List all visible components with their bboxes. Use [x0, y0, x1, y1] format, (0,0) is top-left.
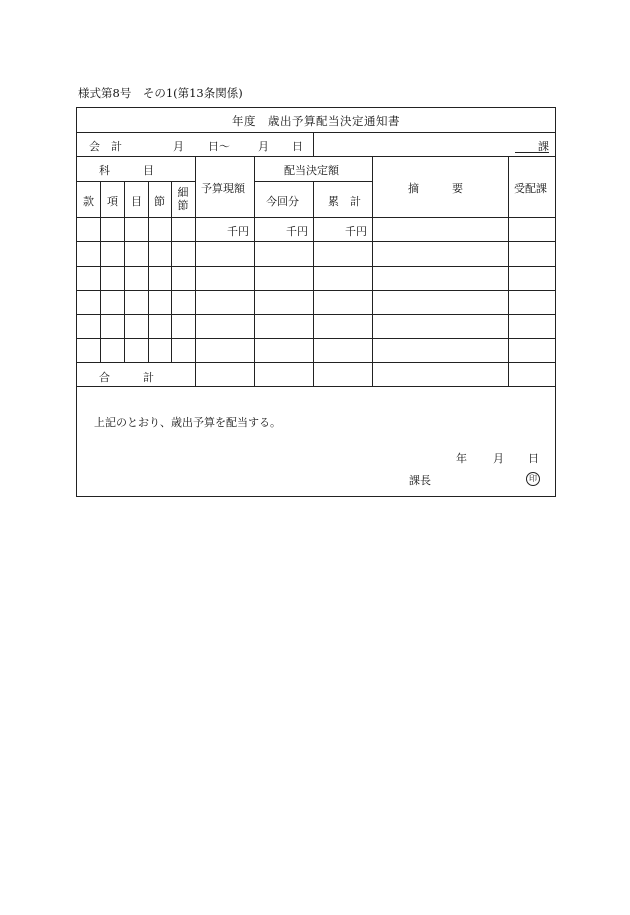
total-label: 合 計 — [99, 371, 154, 384]
label-ka: 課 — [538, 140, 549, 153]
label-month-2: 月 — [258, 140, 269, 153]
rule-col-kou — [124, 181, 125, 362]
rule-col-tekiyou — [508, 156, 509, 386]
label-kaikei: 会 計 — [89, 140, 122, 153]
seal-icon: 印 — [526, 472, 540, 486]
rule-row-6 — [77, 362, 555, 363]
header-kan: 款 — [83, 195, 94, 208]
rule-col-konkai — [313, 181, 314, 386]
rule-under-account — [77, 156, 555, 157]
rule-col-moku — [148, 181, 149, 362]
header-tekiyou: 摘 要 — [408, 182, 463, 195]
unit-yosan: 千円 — [227, 225, 249, 238]
header-konkai: 今回分 — [266, 195, 299, 208]
header-haito-kettei: 配当決定額 — [284, 164, 339, 177]
date-year: 年 — [456, 452, 467, 465]
header-ruikei: 累 計 — [328, 195, 361, 208]
header-saisetsu: 細節 — [177, 186, 189, 212]
date-day: 日 — [528, 452, 539, 465]
header-setsu: 節 — [154, 195, 165, 208]
rule-col-yosan — [254, 156, 255, 386]
rule-row-total — [77, 386, 555, 387]
header-yosan-genkaku: 予算現額 — [201, 182, 245, 195]
header-moku: 目 — [131, 195, 142, 208]
date-month: 月 — [493, 452, 504, 465]
rule-col-kan — [100, 181, 101, 362]
label-day-from: 日～ — [208, 140, 230, 153]
unit-ruikei: 千円 — [345, 225, 367, 238]
rule-under-title — [77, 132, 555, 133]
form-caption: 様式第8号 その1(第13条関係) — [78, 86, 243, 100]
rule-col-setsu — [171, 181, 172, 362]
kachou-label: 課長 — [409, 474, 431, 487]
form-title: 年度 歳出予算配当決定通知書 — [232, 114, 400, 128]
header-juhai-ka: 受配課 — [514, 182, 547, 195]
allocation-notice-form — [76, 107, 556, 497]
label-day: 日 — [292, 140, 303, 153]
rule-col-kamoku — [195, 156, 196, 386]
label-month-1: 月 — [173, 140, 184, 153]
rule-account-divider — [313, 132, 314, 156]
header-kou: 項 — [107, 195, 118, 208]
notice-text: 上記のとおり、歳出予算を配当する。 — [94, 416, 281, 429]
header-kamoku: 科 目 — [99, 164, 154, 177]
rule-under-subheads — [77, 181, 195, 182]
unit-konkai: 千円 — [286, 225, 308, 238]
rule-col-haito — [372, 156, 373, 386]
